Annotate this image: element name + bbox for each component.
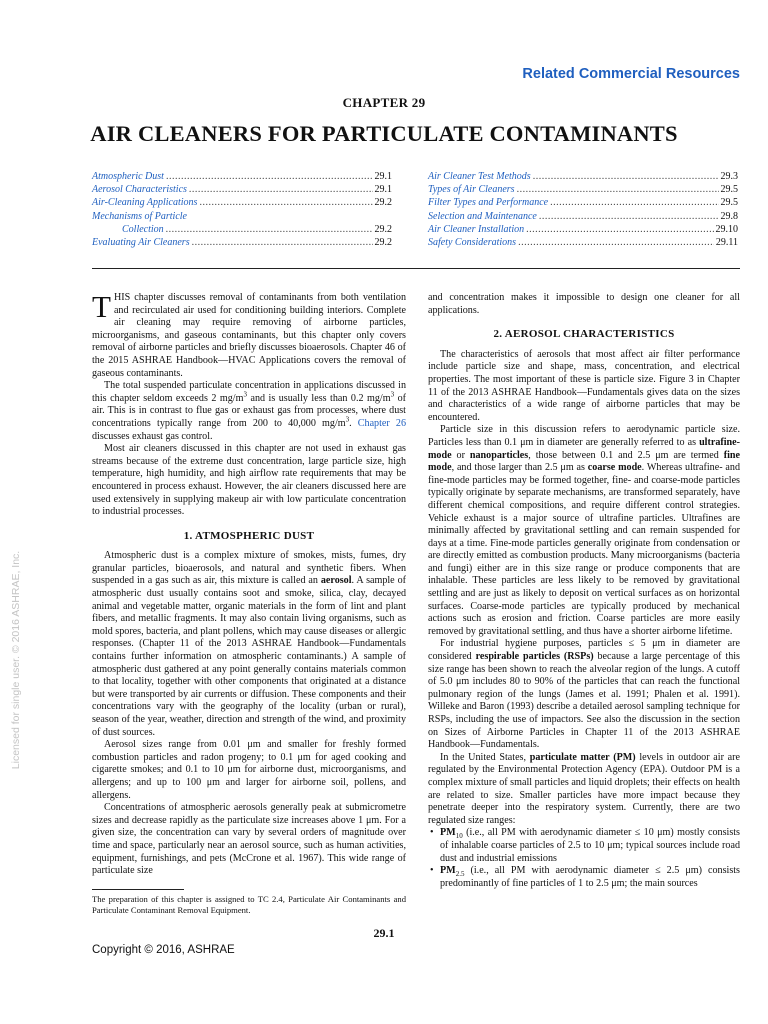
term: PM xyxy=(440,827,456,839)
drop-cap: T xyxy=(92,289,111,324)
toc-item[interactable] xyxy=(428,196,738,209)
chapter-number: CHAPTER 29 xyxy=(342,95,426,110)
toc-item[interactable] xyxy=(92,170,392,183)
term: respirable particles (RSPs) xyxy=(475,651,594,663)
section-heading-atmospheric-dust: 1. ATMOSPHERIC DUST xyxy=(183,529,315,542)
intro-text: HIS chapter discusses removal of contaminants from both ventilation and recirculated air used for conditioning building interiors. Complete air cleaning may require removing of airborne particles, microorganisms, and gaseous contaminants, but this chapter only covers removal of airborne particles and briefly discusses bioaerosols. Chapter 46 of the 2015 ASHRAE Handbook—HVAC Applications covers the removal of gaseous contaminants. xyxy=(92,292,406,379)
chapter-title: AIR CLEANERS FOR PARTICULATE CONTAMINANTS xyxy=(90,121,678,146)
toc-item-page: 29.1 xyxy=(374,171,392,182)
superscript: 3 xyxy=(243,390,247,399)
toc-item[interactable] xyxy=(92,210,392,223)
toc-item-page: 29.11 xyxy=(715,237,738,249)
text: . xyxy=(349,417,358,429)
body-paragraph: and concentration makes it impossible to design one cleaner for all applications. xyxy=(428,292,740,316)
license-watermark xyxy=(6,380,26,940)
toc-leader xyxy=(517,183,719,196)
toc-item-page: 29.8 xyxy=(720,210,738,222)
toc-leader xyxy=(550,196,718,209)
toc-item-title[interactable]: Aerosol Characteristics xyxy=(92,184,187,196)
subscript: 10 xyxy=(455,832,463,841)
footnote: The preparation of this chapter is assigned to TC 2.4, Particulate Air Contaminants and Particulate Contaminant Removal Equipment. xyxy=(92,894,406,915)
copyright: Copyright © 2016, ASHRAE xyxy=(92,944,235,956)
toc-item-page: 29.5 xyxy=(720,197,738,209)
toc-right xyxy=(428,170,738,249)
intro-paragraph-2 xyxy=(92,380,406,443)
toc-item-title[interactable]: Selection and Maintenance xyxy=(428,210,537,222)
text: For industrial hygiene purposes, particles ≤ 5 μm in diameter are considered xyxy=(428,638,740,663)
term: fine mode xyxy=(428,449,740,474)
chapter-26-link[interactable]: Chapter 26 xyxy=(357,417,406,429)
toc-leader xyxy=(533,170,719,183)
toc-item[interactable] xyxy=(428,170,738,183)
toc-leader xyxy=(526,223,713,236)
text: levels in outdoor air are regulated by the Environmental Protection Agency (EPA). Outdoor PM is a complex mixture of small particles and liquid droplets; their effects on health are related to size. Smaller particles have more impact because they penetrate deeper into the respiratory system. Currently, there are two regulated size ranges: xyxy=(428,751,740,826)
text: Particle size in this discussion refers to aerodynamic particle size. Particles less than 0.1 μm in diameter are generally referred to as xyxy=(428,424,740,448)
toc-item-title[interactable]: Mechanisms of Particle xyxy=(92,210,187,222)
section-heading-aerosol-characteristics: 2. AEROSOL CHARACTERISTICS xyxy=(493,328,675,341)
body-paragraph xyxy=(428,752,740,828)
toc-left xyxy=(92,170,392,249)
text: discusses exhaust gas control. xyxy=(92,430,213,442)
list-item xyxy=(440,827,740,865)
footnote-divider xyxy=(92,889,184,890)
text: (i.e., all PM with aerodynamic diameter ≤ 2.5 μm) consists predominantly of fine particles of 1 to 2.5 μm; the main sources xyxy=(440,865,740,889)
pm-list xyxy=(428,827,740,890)
toc-item[interactable] xyxy=(428,223,738,236)
list-item xyxy=(440,865,740,890)
body-paragraph xyxy=(92,550,406,739)
text: or xyxy=(451,449,470,461)
toc-item[interactable] xyxy=(92,223,392,236)
intro-paragraph-3: Most air cleaners discussed in this chapter are not used in exhaust gas streams because of the extreme dust concentration, large particle size, high temperature, high humidity, and high airflow rate requirements that may be encountered in process exhaust. However, the air cleaners discussed here are used extensively in supplying makeup air with low particulate concentration to industrial processes. xyxy=(92,443,406,518)
body-column-left xyxy=(92,289,406,878)
toc-item[interactable] xyxy=(428,236,738,249)
toc-leader xyxy=(518,236,714,249)
toc-item-page: 29.2 xyxy=(374,197,392,209)
body-column-right xyxy=(428,292,740,890)
toc-leader xyxy=(189,183,373,196)
body-paragraph xyxy=(428,638,740,751)
term: particulate matter (PM) xyxy=(529,751,636,763)
toc-leader xyxy=(192,236,373,249)
header-divider xyxy=(92,268,740,269)
body-paragraph: The characteristics of aerosols that most affect air filter performance include particle size and shape, mass, concentration, and electrical properties. The most important of these is particle size. Figure 3 in Chapter 11 of the 2013 ASHRAE Handbook—Fundamentals gives data on the sizes and characteristics of a wide range of airborne particles that may be encountered. xyxy=(428,348,740,423)
subscript: 2.5 xyxy=(455,870,465,879)
toc-item-page: 29.3 xyxy=(720,171,738,182)
toc-leader xyxy=(199,196,372,209)
text: , those between 0.1 and 2.5 μm are termed xyxy=(528,449,724,461)
license-watermark-text: Licensed for single user. © 2016 ASHRAE, Inc. xyxy=(10,550,22,770)
related-resources-link[interactable]: Related Commercial Resources xyxy=(522,66,740,82)
toc-item-page: 29.2 xyxy=(374,237,392,249)
toc-item-title[interactable]: Air-Cleaning Applications xyxy=(92,197,198,209)
term: nanoparticles xyxy=(469,449,529,461)
superscript: 3 xyxy=(390,390,395,399)
body-paragraph: Concentrations of atmospheric aerosols generally peak at submicrometre sizes and decrease rapidly as the particulate size increases above 1 μm. For a given size, the concentration can vary by several orders of magnitude over time and space, particularly near an aerosol source, such as human activities, equipment, furnishings, and pets (McCrone et al. 1967). This wide range of particulate size xyxy=(92,802,406,877)
body-paragraph: Aerosol sizes range from 0.01 μm and smaller for freshly formed combustion particles and radon progeny; to 0.1 μm for aged cooking and cigarette smokes; and 0.1 to 10 μm for airborne dust, microorganisms, and allergens; and up to 100 μm and larger for airborne soil, pollens, and allergens. xyxy=(92,739,406,801)
toc-item[interactable] xyxy=(92,183,392,196)
text: In the United States, xyxy=(440,751,530,763)
superscript: 3 xyxy=(345,415,350,424)
toc-item-title[interactable]: Collection xyxy=(122,223,164,235)
toc-item-title[interactable]: Filter Types and Performance xyxy=(428,197,549,209)
toc-item-page: 29.5 xyxy=(720,184,738,196)
text: and is usually less than 0.2 mg/m xyxy=(246,392,391,404)
text: , and those larger than 2.5 μm as xyxy=(451,462,588,474)
term: PM xyxy=(440,865,456,877)
term: ultrafine-mode xyxy=(428,436,740,461)
toc-item-title[interactable]: Atmospheric Dust xyxy=(92,171,164,182)
term-aerosol: aerosol xyxy=(320,575,352,587)
toc-item-page: 29.1 xyxy=(374,184,392,196)
toc-leader xyxy=(166,170,373,183)
toc-item-title[interactable]: Types of Air Cleaners xyxy=(428,184,515,196)
body-paragraph xyxy=(428,424,740,638)
text: of air. This is in contrast to flue gas or exhaust gas from processes, where dust concentrations typically range from 200 to 40,000 mg/m xyxy=(92,392,406,429)
text: . A sample of atmospheric dust usually contains soot and smoke, silica, clay, decayed animal and vegetable matter, organic materials in the form of lint and plant fibers, and metallic fragments. It may also contain living organisms, such as mold spores, bacteria, and plant pollens, which may cause diseases or allergic responses. (Chapter 11 of the 2013 ASHRAE Handbook—Fundamentals contains further information on atmospheric contaminants.) A sample of atmospheric dust gathered at any point generally contains materials common to that locality, together with other components that originated at a distance but were transported by air currents or diffusion. These components and their concentrations vary with the geography of the locality (urban or rural), season of the year, weather, direction and strength of the wind, and proximity of dust sources. xyxy=(92,575,406,738)
toc-leader xyxy=(166,223,373,236)
text: because a large percentage of this size range has been shown to reach the alveolar region of the lungs. A cutoff of 5.0 μm includes 80 to 90% of the particles that can reach the functional pulmonary region of the lungs (James et al. 1991; Phalen et al. 1991). Willeke and Baron (1993) describe a detailed aerosol sampling technique for RSPs, including the use of impactors. See also the discussion in the section on Sizes of Airborne Particles in Chapter 11 of the 2013 ASHRAE Handbook—Fundamentals. xyxy=(428,651,740,751)
toc-item[interactable] xyxy=(92,236,392,249)
toc-item[interactable] xyxy=(92,196,392,209)
intro-paragraph xyxy=(92,289,406,380)
page-number: 29.1 xyxy=(373,926,395,940)
text: The total suspended particulate concentration in applications discussed in this chapter seldom exceeds 2 mg/m xyxy=(92,380,406,404)
toc-item-title[interactable]: Air Cleaner Test Methods xyxy=(428,171,531,182)
term: coarse mode xyxy=(587,462,642,474)
text: Atmospheric dust is a complex mixture of smokes, mists, fumes, dry granular particles, bioaerosols, and natural and synthetic fibers. When suspended in a gas such as air, this mixture is called an xyxy=(92,550,406,587)
toc-item-title[interactable]: Air Cleaner Installation xyxy=(428,223,525,235)
toc-item[interactable] xyxy=(428,183,738,196)
toc-item-title[interactable]: Safety Considerations xyxy=(428,237,517,249)
toc-item-page: 29.2 xyxy=(374,223,392,235)
text: . Whereas ultrafine- and fine-mode particles may be formed together, fine- and coarse-mode particles typically originate by separate mechanisms, are transformed separately, have different chemical compositions, and require different control strategies. Vehicle exhaust is a major source of ultrafine particles. Ultrafines are minimally affected by gravitational settling and can remain suspended for days at a time. Fine-mode particles generally originate from condensation or are directly emitted as combustion products. Many microorganisms (bacteria and fungi) either are in this size range or produce components that are inhalable. These particles are less likely to be removed by gravitational settling and are just as likely to deposit on vertical surfaces as on horizontal surfaces. Coarse-mode particles are typically produced by mechanical actions such as erosion and friction. Coarse particles are more easily removed by gravitational settling, and thus have a shorter airborne lifetime. xyxy=(428,462,740,637)
toc-leader xyxy=(539,210,719,223)
toc-item[interactable] xyxy=(428,210,738,223)
toc-item-title[interactable]: Evaluating Air Cleaners xyxy=(92,237,190,249)
text: (i.e., all PM with aerodynamic diameter ≤ 10 μm) mostly consists of inhalable coarse particles of 2.5 to 10 μm; typical sources include road dust and industrial emissions xyxy=(440,827,740,864)
toc-item-page: 29.10 xyxy=(715,223,738,235)
